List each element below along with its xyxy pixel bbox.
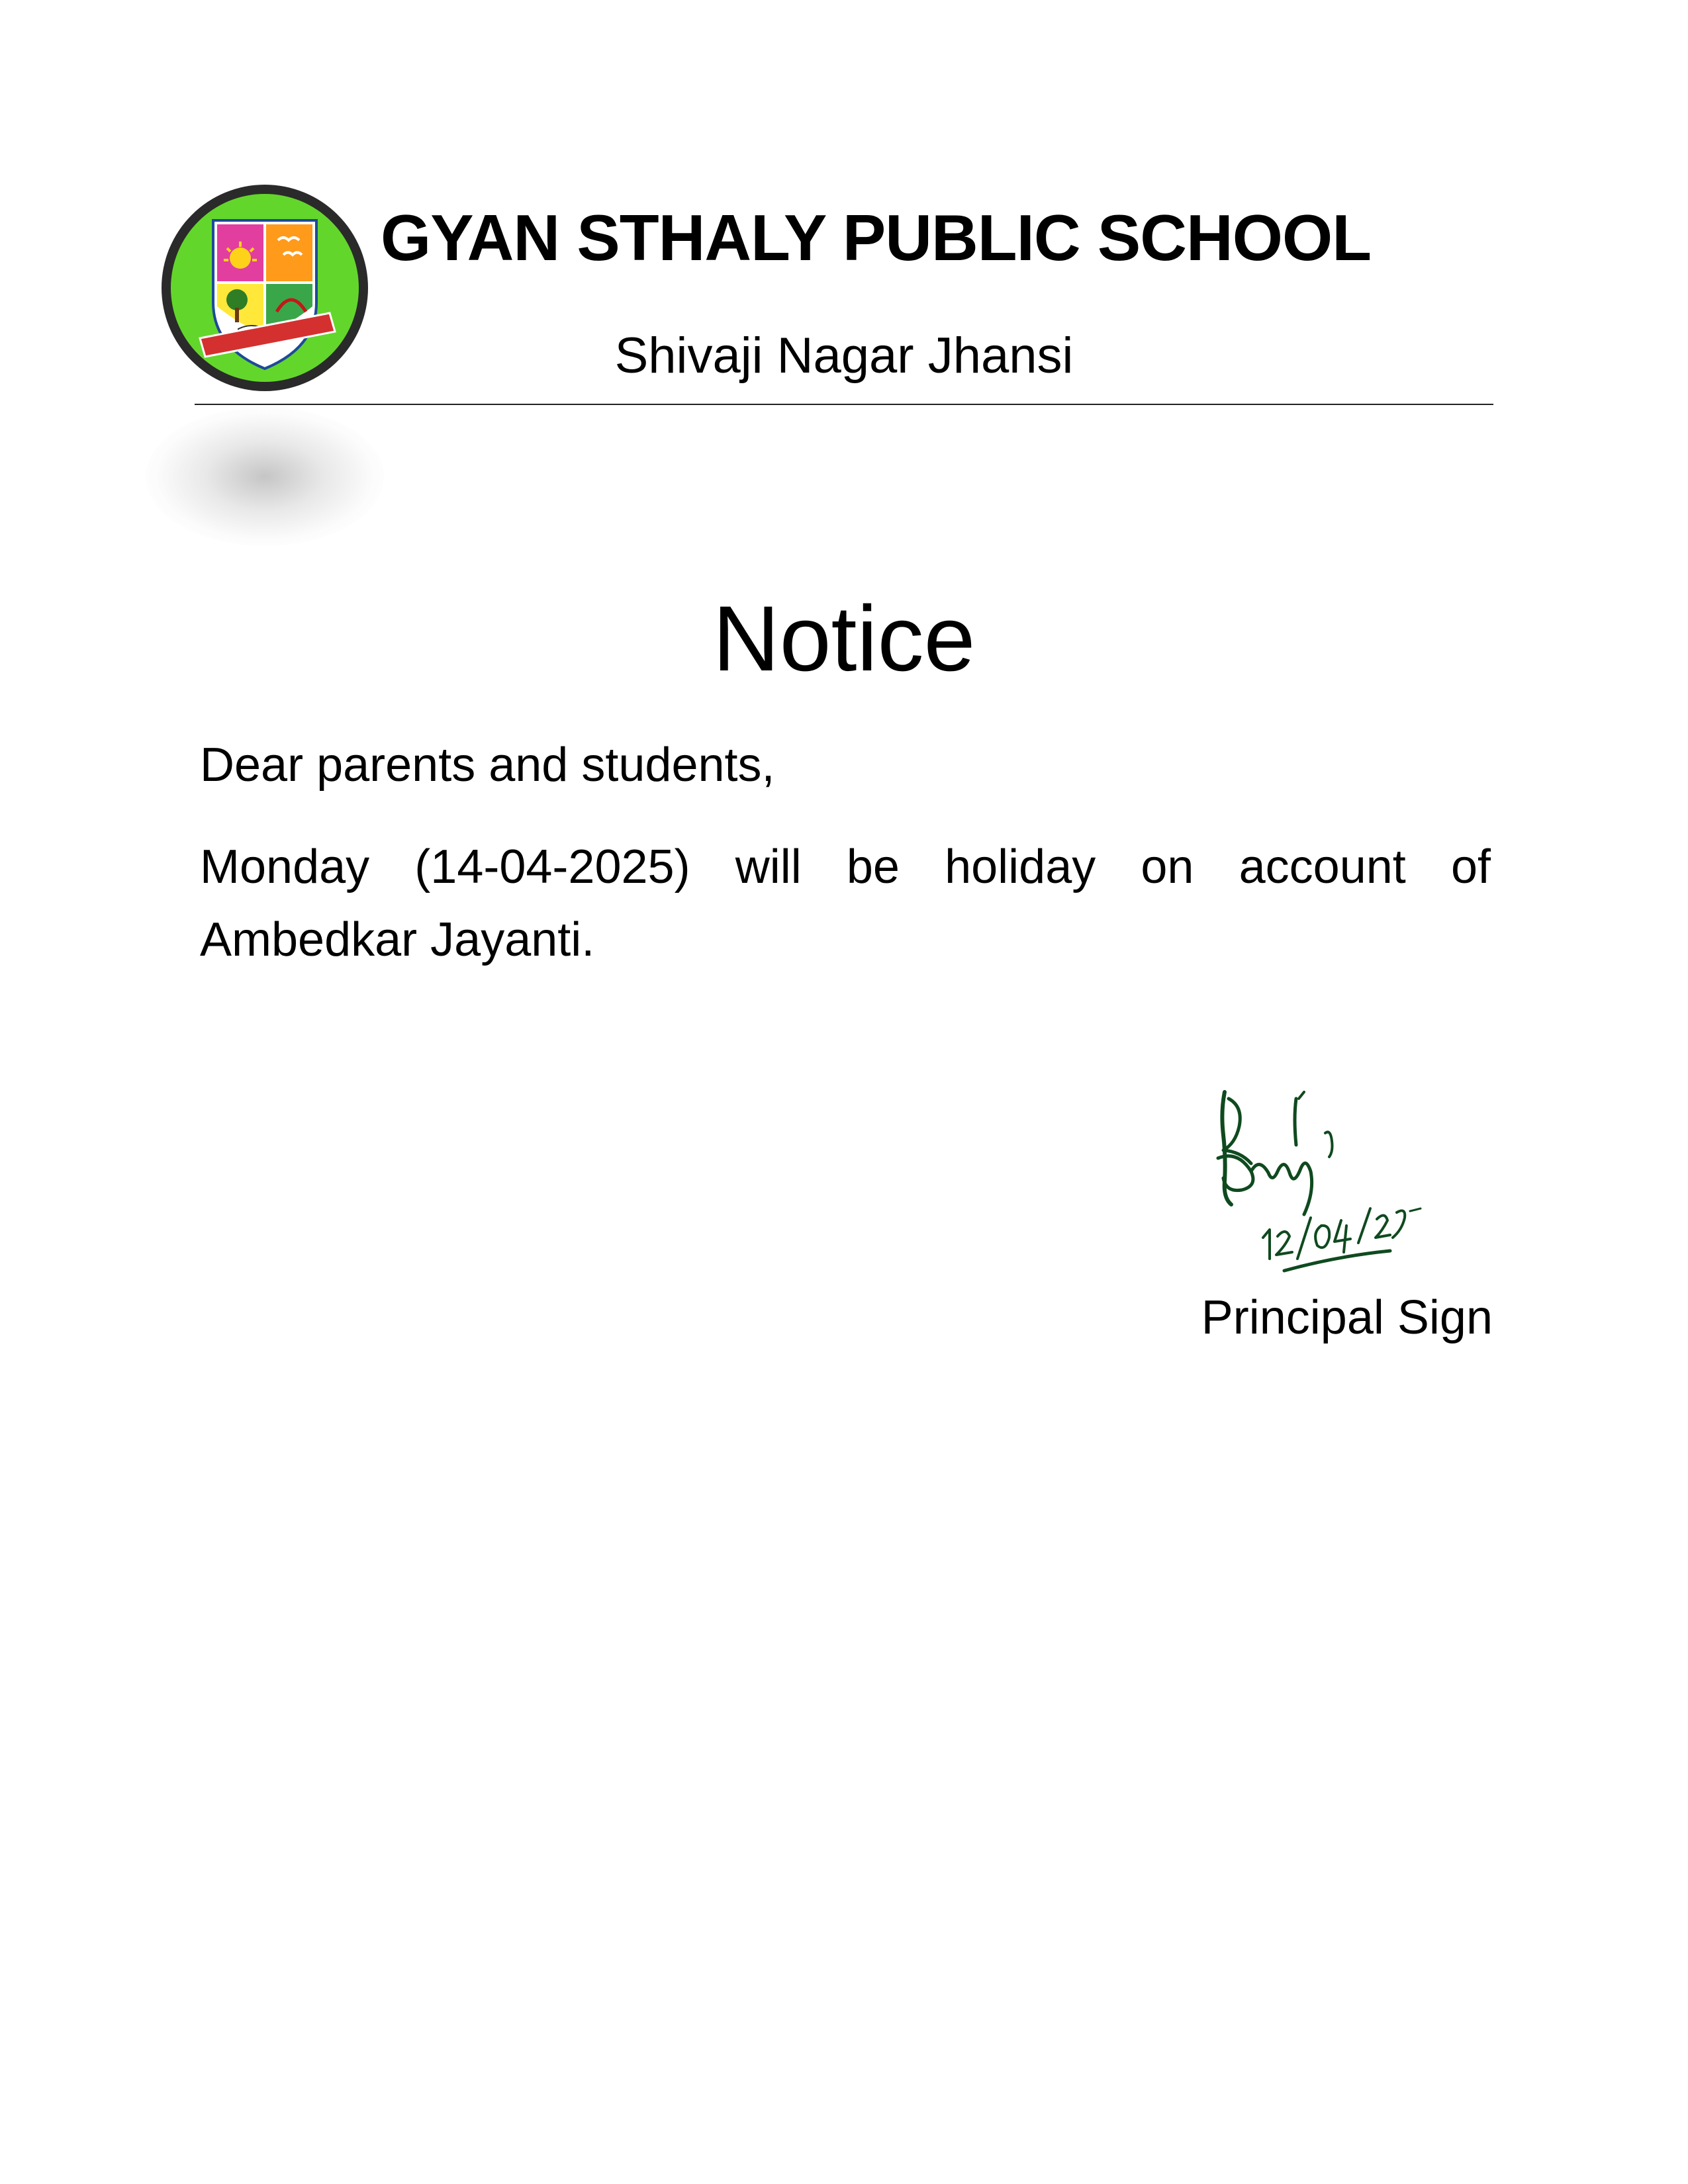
school-name: GYAN STHALY PUBLIC SCHOOL (381, 201, 1372, 274)
signature-icon (1211, 1072, 1450, 1281)
school-address: Shivaji Nagar Jhansi (614, 328, 1074, 384)
signature-caption: Principal Sign (1201, 1291, 1493, 1344)
notice-title: Notice (712, 586, 976, 690)
salutation: Dear parents and students, (200, 739, 775, 792)
notice-body: Monday (14-04-2025) will be holiday on account of Ambedkar Jayanti. (200, 841, 1491, 966)
school-logo-icon (159, 182, 371, 394)
decorative-shadow (146, 407, 384, 546)
header-divider (195, 404, 1493, 405)
